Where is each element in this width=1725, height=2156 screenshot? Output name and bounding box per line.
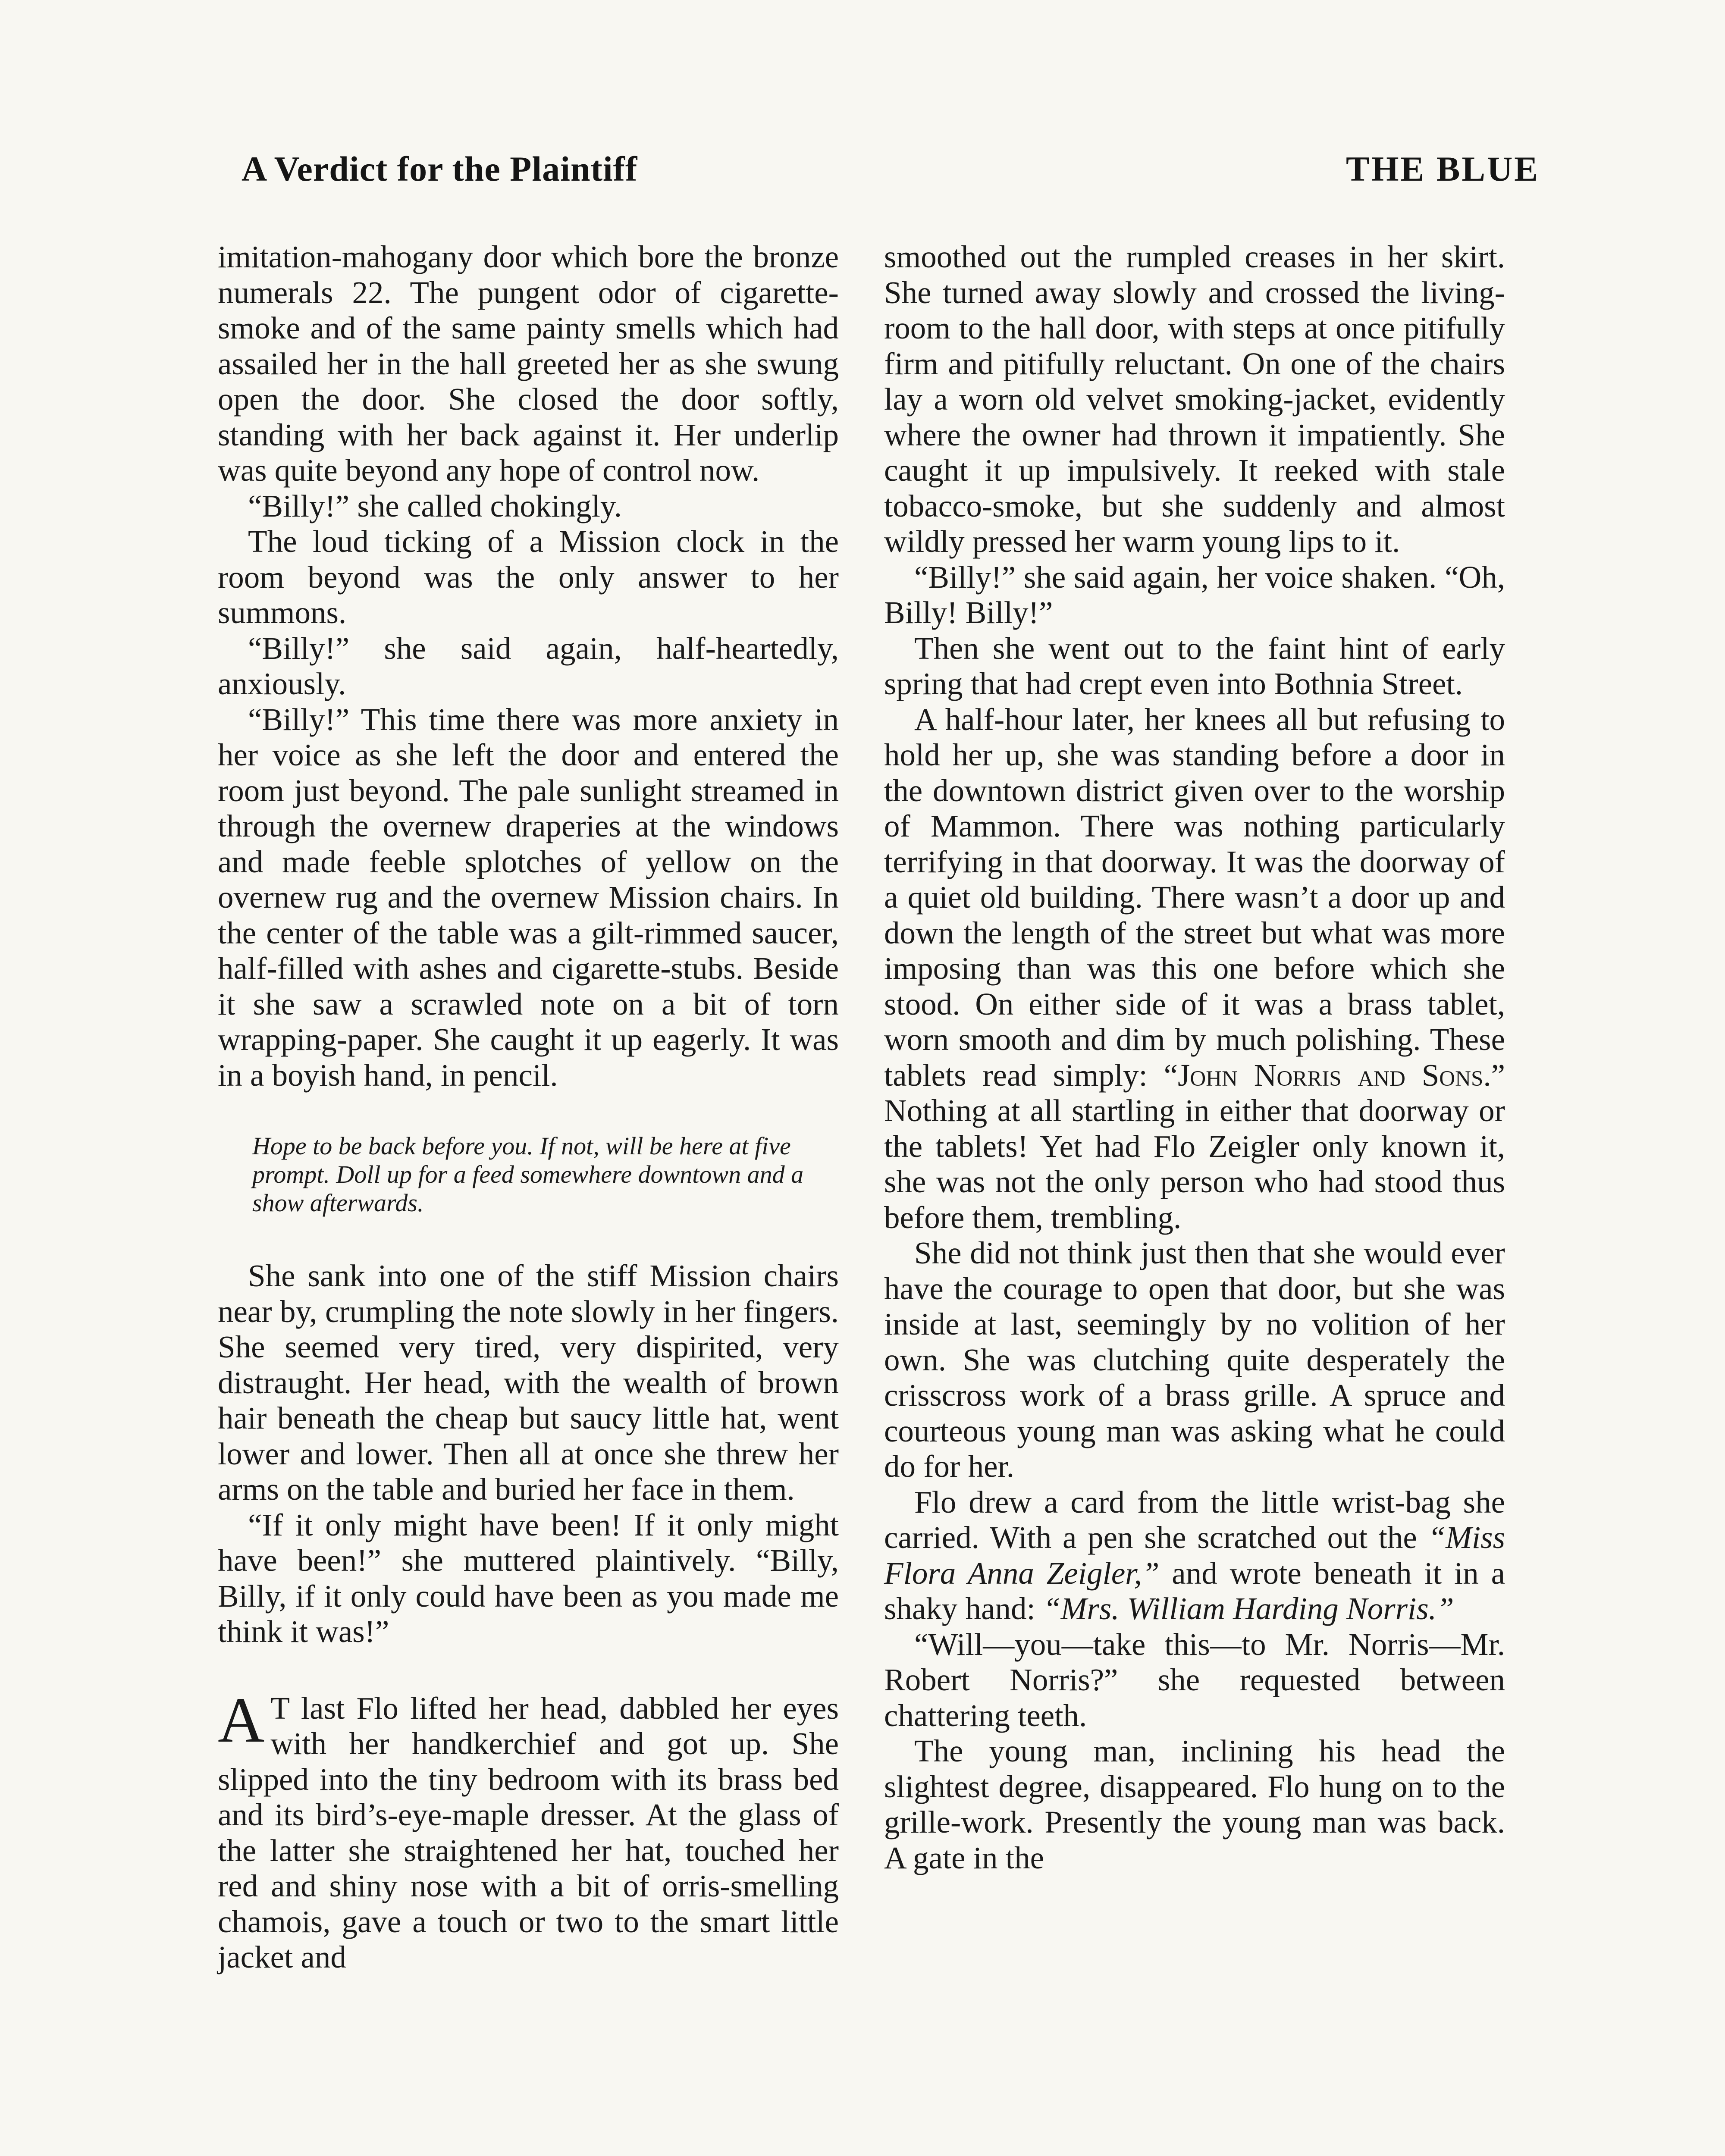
paragraph	[884, 702, 1505, 1236]
paragraph: imitation-mahogany door which bore the bronze numerals 22. The pungent odor of cigarette-smoke and of the same painty smells which had assailed her in the hall greeted her as she swung open the door. She closed the door softly, standing with her back against it. Her underlip was quite beyond any hope of control now.	[218, 239, 839, 488]
firm-name: John Norris and Sons.	[1178, 1057, 1491, 1093]
card-name-new: “Mrs. William Harding Norris.”	[1043, 1591, 1454, 1626]
paragraph-text: ” Nothing at all startling in either that doorway or the tablets! Yet had Flo Zeigler only known it, she was not the only person who had stood thus before them, trembling.	[884, 1057, 1505, 1235]
text-column-right	[884, 239, 1505, 1876]
paragraph: “Billy!” she said again, her voice shaken. “Oh, Billy! Billy!”	[884, 559, 1505, 630]
paragraph-text: T last Flo lifted her head, dabbled her eyes with her handkerchief and got up. She slipped into the tiny bedroom with its brass bed and its bird’s-eye-maple dresser. At the glass of the latter she straightened her hat, touched her red and shiny nose with a bit of orris-smelling chamois, gave a touch or two to the smart little jacket and	[218, 1690, 839, 1974]
section-opening-paragraph	[218, 1684, 839, 1975]
paragraph: She did not think just then that she would ever have the courage to open that door, but she was inside at last, seemingly by no volition of her own. She was clutching quite desperately the crisscross work of a brass grille. A spruce and courteous young man was asking what he could do for her.	[884, 1235, 1505, 1484]
paragraph: Then she went out to the faint hint of early spring that had crept even into Bothnia Street.	[884, 630, 1505, 701]
paragraph: “Will—you—take this—to Mr. Norris—Mr. Robert Norris?” she requested between chattering teeth.	[884, 1626, 1505, 1733]
paragraph: “Billy!” This time there was more anxiety in her voice as she left the door and entered the room just beyond. The pale sunlight streamed in through the overnew draperies at the windows and made feeble splotches of yellow on the overnew rug and the overnew Mission chairs. In the center of the table was a gilt-rimmed saucer, half-filled with ashes and cigarette-stubs. Beside it she saw a scrawled note on a bit of torn wrapping-paper. She caught it up eagerly. It was in a boyish hand, in pencil.	[218, 702, 839, 1093]
paragraph-text: A half-hour later, her knees all but refusing to hold her up, she was standing before a door in the downtown district given over to the worship of Mammon. There was nothing particularly terrifying in that doorway. It was the doorway of a quiet old building. There wasn’t a door up and down the length of the street but what was more imposing than was this one before which she stood. On either side of it was a brass tablet, worn smooth and dim by much polishing. These tablets read simply: “	[884, 702, 1505, 1093]
paragraph: “If it only might have been! If it only might have been!” she muttered plaintively. “Billy, Billy, if it only could have been as you made me think it was!”	[218, 1507, 839, 1649]
paragraph: “Billy!” she said again, half-heartedly, anxiously.	[218, 630, 839, 701]
handwritten-note-text: Hope to be back before you. If not, will be here at five prompt. Doll up for a feed somewhere downtown and a show afterwards.	[252, 1132, 804, 1217]
paragraph: “Billy!” she called chokingly.	[248, 488, 622, 523]
paragraph: The young man, inclining his head the slightest degree, disappeared. Flo hung on to the grille-work. Presently the young man was back. A gate in the	[884, 1733, 1505, 1875]
paragraph: She sank into one of the stiff Mission chairs near by, crumpling the note slowly in her fingers. She seemed very tired, very dispirited, very distraught. Her head, with the wealth of brown hair beneath the cheap but saucy little hat, went lower and lower. Then all at once she threw her arms on the table and buried her face in them.	[218, 1258, 839, 1507]
running-head-magazine-title: THE BLUE	[1346, 149, 1540, 188]
paragraph-text: Flo drew a card from the little wrist-bag she carried. With a pen she scratched out the	[884, 1484, 1505, 1555]
running-head-story-title: A Verdict for the Plaintiff	[242, 149, 638, 188]
paragraph: The loud ticking of a Mission clock in the room beyond was the only answer to her summons.	[218, 524, 839, 630]
paragraph	[884, 1485, 1505, 1627]
text-column-left	[218, 239, 839, 1975]
paragraph: smoothed out the rumpled creases in her skirt. She turned away slowly and crossed the living-room to the hall door, with steps at once pitifully firm and pitifully reluctant. On one of the chairs lay a worn old velvet smoking-jacket, evidently where the owner had thrown it impatiently. She caught it up impulsively. It reeked with stale tobacco-smoke, but she suddenly and almost wildly pressed her warm young lips to it.	[884, 239, 1505, 559]
card-name-original: “Miss Flora Anna Zeigler,”	[884, 1520, 1505, 1591]
drop-cap: A	[218, 1684, 265, 1756]
paragraph-text: and wrote beneath it in a shaky hand:	[884, 1555, 1505, 1626]
